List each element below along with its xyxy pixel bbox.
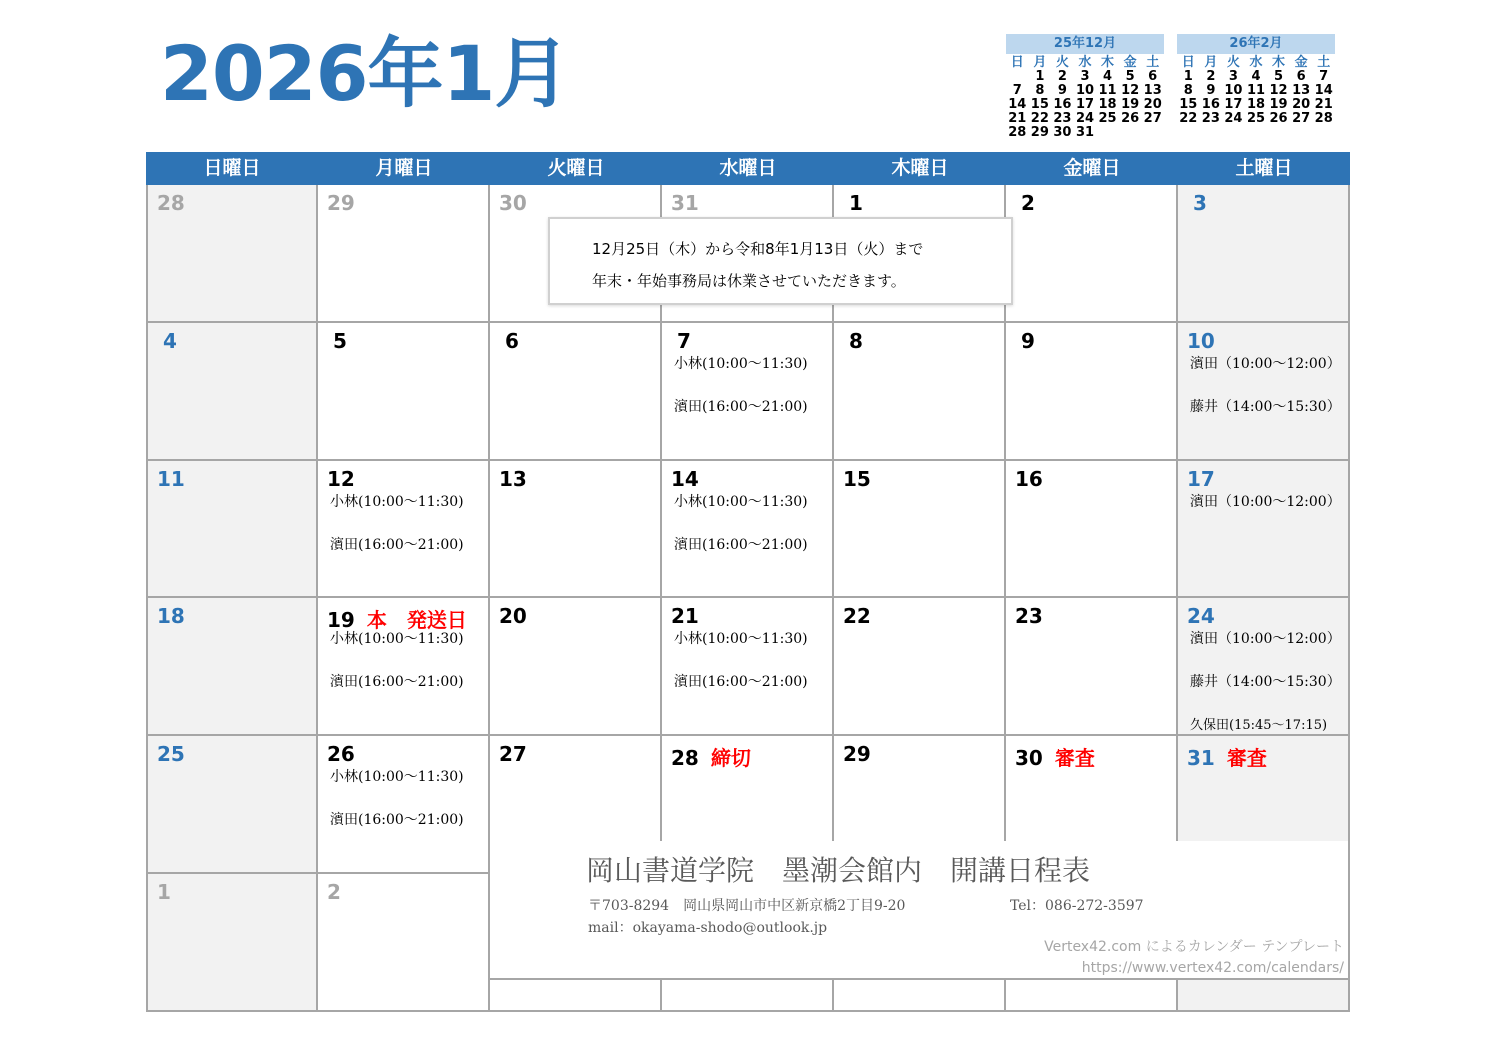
mini-day: 12 bbox=[1121, 83, 1140, 98]
schedule-entry: 久保田(15:45～17:15) bbox=[1190, 718, 1328, 734]
day-cell[interactable] bbox=[146, 185, 318, 323]
footer-address: 〒703-8294 岡山県岡山市中区新京橋2丁目9-20 bbox=[588, 898, 906, 914]
day-tag: 審査 bbox=[1054, 746, 1095, 771]
mini-weekday: 水 bbox=[1249, 55, 1263, 70]
day-number bbox=[333, 329, 347, 353]
day-cell[interactable] bbox=[490, 323, 662, 461]
mini-day: 4 bbox=[1103, 69, 1113, 84]
mini-day: 7 bbox=[1319, 69, 1329, 84]
day-cell[interactable] bbox=[146, 461, 318, 599]
day-cell[interactable] bbox=[834, 598, 1006, 736]
mini-day: 6 bbox=[1296, 69, 1306, 84]
day-number bbox=[671, 742, 751, 771]
day-number bbox=[157, 742, 185, 766]
weekday-header: 日曜日 bbox=[203, 157, 261, 179]
day-number-text: 4 bbox=[163, 328, 177, 353]
day-number-text: 31 bbox=[1187, 746, 1215, 771]
mini-day: 12 bbox=[1269, 83, 1288, 98]
day-number-text: 25 bbox=[157, 742, 185, 767]
schedule-entry: 濱田(16:00～21:00) bbox=[674, 398, 808, 415]
day-cell[interactable] bbox=[662, 598, 834, 736]
day-cell[interactable] bbox=[1178, 598, 1350, 736]
mini-day: 22 bbox=[1030, 111, 1049, 126]
mini-weekday: 土 bbox=[1146, 55, 1160, 70]
day-number bbox=[1187, 742, 1267, 771]
schedule-entry: 濱田(16:00～21:00) bbox=[330, 536, 464, 553]
day-number bbox=[157, 880, 171, 904]
footer-title: 岡山書道学院 墨潮会館内 開講日程表 bbox=[586, 854, 1091, 887]
day-cell[interactable] bbox=[1006, 598, 1178, 736]
day-number bbox=[1193, 191, 1207, 215]
day-number bbox=[1015, 742, 1095, 771]
mini-weekday: 火 bbox=[1055, 55, 1069, 70]
day-number bbox=[1187, 329, 1215, 353]
weekday-header-row bbox=[146, 152, 1350, 185]
day-tag: 本 発送日 bbox=[366, 608, 467, 633]
day-number bbox=[327, 880, 341, 904]
mini-weekday: 水 bbox=[1078, 55, 1092, 70]
day-number-text: 6 bbox=[505, 328, 519, 353]
mini-day: 20 bbox=[1143, 97, 1162, 112]
day-cell[interactable] bbox=[490, 598, 662, 736]
mini-day: 5 bbox=[1125, 69, 1135, 84]
day-cell[interactable] bbox=[146, 874, 318, 1012]
day-number-text: 7 bbox=[677, 328, 691, 353]
day-number-text: 28 bbox=[671, 746, 699, 771]
mini-weekday: 日 bbox=[1181, 55, 1195, 70]
day-cell[interactable] bbox=[318, 323, 490, 461]
mini-day: 3 bbox=[1228, 69, 1238, 84]
day-number-text: 18 bbox=[157, 604, 185, 629]
mini-day bbox=[1119, 126, 1142, 140]
day-number-text: 5 bbox=[333, 328, 347, 353]
day-number bbox=[157, 604, 185, 628]
day-cell[interactable] bbox=[146, 598, 318, 736]
mini-calendar-next-header: 26年2月 bbox=[1177, 34, 1335, 54]
day-cell[interactable] bbox=[1178, 323, 1350, 461]
day-cell[interactable] bbox=[1006, 185, 1178, 323]
schedule-entry: 濱田（10:00～12:00） bbox=[1190, 631, 1341, 648]
mini-day: 17 bbox=[1075, 97, 1095, 112]
day-number-text: 29 bbox=[327, 191, 355, 215]
mini-day: 28 bbox=[1008, 125, 1027, 140]
day-number bbox=[1187, 604, 1215, 628]
day-cell[interactable] bbox=[662, 461, 834, 599]
day-number-text: 14 bbox=[671, 466, 699, 491]
schedule-entry: 濱田(16:00～21:00) bbox=[674, 536, 808, 553]
mini-day: 18 bbox=[1246, 97, 1266, 112]
day-number-text: 27 bbox=[499, 742, 527, 767]
notice-line-2: 年末・年始事務局は休業させていただきます。 bbox=[592, 272, 906, 290]
day-number-text: 23 bbox=[1015, 604, 1043, 629]
schedule-entry: 藤井（14:00～15:30） bbox=[1190, 674, 1341, 691]
holiday-notice bbox=[548, 217, 1013, 305]
schedule-entry: 小林(10:00～11:30) bbox=[330, 631, 464, 648]
mini-day: 2 bbox=[1206, 69, 1216, 84]
mini-weekday: 木 bbox=[1272, 55, 1286, 70]
mini-day: 24 bbox=[1075, 111, 1095, 126]
day-number-text: 1 bbox=[157, 879, 171, 904]
day-number bbox=[671, 191, 699, 215]
weekday-header: 木曜日 bbox=[891, 157, 949, 179]
mini-day: 26 bbox=[1121, 111, 1140, 126]
day-number bbox=[849, 191, 863, 215]
day-cell[interactable] bbox=[318, 598, 490, 736]
day-number-text: 2 bbox=[1021, 191, 1035, 215]
mini-day: 1 bbox=[1183, 69, 1193, 84]
footer-mail[interactable]: mail：okayama-shodo@outlook.jp bbox=[588, 920, 828, 936]
mini-day: 3 bbox=[1080, 69, 1090, 84]
schedule-entry: 濱田(16:00～21:00) bbox=[330, 674, 464, 691]
mini-day: 21 bbox=[1314, 97, 1333, 112]
day-number-text: 24 bbox=[1187, 604, 1215, 629]
mini-day: 30 bbox=[1053, 125, 1072, 140]
day-number-text: 20 bbox=[499, 604, 527, 629]
weekday-header: 火曜日 bbox=[547, 157, 605, 179]
mini-weekday: 土 bbox=[1317, 55, 1331, 70]
day-tag: 締切 bbox=[710, 746, 751, 771]
schedule-entry: 小林(10:00～11:30) bbox=[674, 631, 808, 648]
day-cell[interactable] bbox=[318, 874, 490, 1012]
day-number-text: 30 bbox=[1015, 746, 1043, 771]
mini-day: 13 bbox=[1143, 83, 1162, 98]
day-number bbox=[1021, 329, 1035, 353]
mini-calendar-prev bbox=[1006, 34, 1164, 140]
mini-calendar-prev-days bbox=[1006, 70, 1164, 140]
weekday-header: 土曜日 bbox=[1235, 157, 1293, 179]
day-number bbox=[843, 467, 871, 491]
day-cell[interactable] bbox=[146, 323, 318, 461]
day-number bbox=[1015, 467, 1043, 491]
day-number bbox=[677, 329, 691, 353]
day-number bbox=[157, 467, 185, 491]
mini-weekday: 日 bbox=[1010, 55, 1024, 70]
day-number-text: 17 bbox=[1187, 466, 1215, 491]
day-cell[interactable] bbox=[490, 461, 662, 599]
day-number-text: 31 bbox=[671, 191, 699, 215]
schedule-entry: 小林(10:00～11:30) bbox=[674, 355, 808, 372]
day-number-text: 1 bbox=[849, 191, 863, 215]
schedule-entry: 濱田(16:00～21:00) bbox=[674, 674, 808, 691]
day-number-text: 9 bbox=[1021, 328, 1035, 353]
mini-day: 11 bbox=[1098, 83, 1117, 98]
mini-day: 28 bbox=[1314, 111, 1333, 126]
day-cell[interactable] bbox=[318, 736, 490, 874]
mini-day: 14 bbox=[1008, 97, 1027, 112]
day-cell[interactable] bbox=[1006, 461, 1178, 599]
day-number bbox=[1015, 604, 1043, 628]
mini-day: 6 bbox=[1148, 69, 1158, 84]
day-number-text: 22 bbox=[843, 604, 871, 629]
mini-day: 19 bbox=[1269, 97, 1288, 112]
mini-day: 4 bbox=[1251, 69, 1261, 84]
mini-day: 27 bbox=[1143, 111, 1162, 126]
mini-day: 25 bbox=[1098, 111, 1117, 126]
day-number-text: 16 bbox=[1015, 466, 1043, 491]
schedule-entry: 小林(10:00～11:30) bbox=[330, 493, 464, 510]
day-number bbox=[327, 467, 355, 491]
mini-day: 14 bbox=[1314, 83, 1333, 98]
mini-day: 1 bbox=[1035, 69, 1045, 84]
mini-day: 23 bbox=[1053, 111, 1072, 126]
day-number-text: 13 bbox=[499, 466, 527, 491]
day-number bbox=[157, 191, 185, 215]
day-number-text: 3 bbox=[1193, 191, 1207, 215]
mini-day: 18 bbox=[1098, 97, 1117, 112]
mini-day: 16 bbox=[1053, 97, 1072, 112]
day-number bbox=[499, 191, 527, 215]
day-number bbox=[499, 742, 527, 766]
mini-day: 9 bbox=[1206, 83, 1216, 98]
day-number bbox=[849, 329, 863, 353]
mini-day bbox=[1006, 70, 1029, 84]
mini-day: 16 bbox=[1201, 97, 1220, 112]
day-number-text: 30 bbox=[499, 191, 527, 215]
mini-day: 31 bbox=[1075, 125, 1095, 140]
mini-day bbox=[1141, 126, 1164, 140]
day-number bbox=[327, 742, 355, 766]
mini-day: 25 bbox=[1246, 111, 1266, 126]
schedule-entry: 小林(10:00～11:30) bbox=[330, 769, 464, 786]
weekday-header: 月曜日 bbox=[375, 157, 433, 179]
mini-day: 8 bbox=[1035, 83, 1045, 98]
mini-weekday: 月 bbox=[1204, 55, 1218, 70]
schedule-entry: 濱田(16:00～21:00) bbox=[330, 812, 464, 829]
mini-day: 26 bbox=[1269, 111, 1288, 126]
weekday-header: 水曜日 bbox=[719, 157, 777, 179]
day-number-text: 15 bbox=[843, 466, 871, 491]
day-number-text: 19 bbox=[327, 608, 355, 633]
day-cell[interactable] bbox=[662, 323, 834, 461]
mini-day: 8 bbox=[1183, 83, 1193, 98]
schedule-entry: 藤井（14:00～15:30） bbox=[1190, 398, 1341, 415]
day-cell[interactable] bbox=[834, 323, 1006, 461]
day-cell[interactable] bbox=[1006, 323, 1178, 461]
mini-calendar-next-days bbox=[1177, 70, 1335, 126]
day-cell[interactable] bbox=[1178, 185, 1350, 323]
day-number-text: 8 bbox=[849, 328, 863, 353]
day-number-text: 12 bbox=[327, 466, 355, 491]
mini-weekday: 金 bbox=[1294, 55, 1308, 70]
footer-tel: Tel：086-272-3597 bbox=[1010, 898, 1144, 914]
notice-line-1: 12月25日（木）から令和8年1月13日（火）まで bbox=[592, 240, 924, 258]
day-number-text: 10 bbox=[1187, 328, 1215, 353]
mini-calendar-next bbox=[1177, 34, 1335, 126]
mini-calendar-next-weekdays bbox=[1177, 56, 1335, 70]
day-number bbox=[499, 467, 527, 491]
mini-day: 10 bbox=[1075, 83, 1095, 98]
schedule-entry: 濱田（10:00～12:00） bbox=[1190, 493, 1341, 510]
day-number bbox=[163, 329, 177, 353]
mini-day: 10 bbox=[1224, 83, 1243, 98]
mini-day: 19 bbox=[1121, 97, 1140, 112]
mini-day: 9 bbox=[1057, 83, 1067, 98]
mini-day: 24 bbox=[1224, 111, 1243, 126]
day-number-text: 29 bbox=[843, 742, 871, 767]
mini-day: 17 bbox=[1224, 97, 1243, 112]
day-number bbox=[1021, 191, 1035, 215]
mini-calendar-prev-weekdays bbox=[1006, 56, 1164, 70]
day-number-text: 28 bbox=[157, 191, 185, 215]
mini-day: 27 bbox=[1292, 111, 1311, 126]
mini-calendar-prev-header: 25年12月 bbox=[1006, 34, 1164, 54]
mini-day: 7 bbox=[1012, 83, 1022, 98]
mini-day: 20 bbox=[1292, 97, 1311, 112]
credit-url-link[interactable]: https://www.vertex42.com/calendars/ bbox=[1081, 960, 1344, 976]
credit-template: Vertex42.com によるカレンダー テンプレート bbox=[1044, 939, 1344, 955]
mini-day: 15 bbox=[1179, 97, 1198, 112]
schedule-entry: 小林(10:00～11:30) bbox=[674, 493, 808, 510]
mini-day: 21 bbox=[1008, 111, 1027, 126]
mini-day: 15 bbox=[1030, 97, 1049, 112]
schedule-entry: 濱田（10:00～12:00） bbox=[1190, 355, 1341, 372]
weekday-header: 金曜日 bbox=[1063, 157, 1121, 179]
mini-day: 5 bbox=[1274, 69, 1284, 84]
day-number bbox=[1187, 467, 1215, 491]
day-number bbox=[505, 329, 519, 353]
day-cell[interactable] bbox=[834, 461, 1006, 599]
mini-weekday: 金 bbox=[1123, 55, 1137, 70]
footer-info-box bbox=[490, 841, 1350, 980]
mini-day: 11 bbox=[1246, 83, 1266, 98]
page-title: 2026年1月 bbox=[160, 29, 570, 118]
day-number-text: 11 bbox=[157, 466, 185, 491]
day-tag: 審査 bbox=[1226, 746, 1267, 771]
day-number bbox=[671, 604, 699, 628]
day-number bbox=[327, 191, 355, 215]
mini-weekday: 火 bbox=[1226, 55, 1240, 70]
mini-day: 23 bbox=[1201, 111, 1220, 126]
day-number-text: 2 bbox=[327, 879, 341, 904]
mini-day: 29 bbox=[1030, 125, 1049, 140]
day-cell[interactable] bbox=[146, 736, 318, 874]
mini-day: 13 bbox=[1292, 83, 1311, 98]
mini-weekday: 木 bbox=[1101, 55, 1115, 70]
day-number bbox=[499, 604, 527, 628]
footer-credit bbox=[1044, 937, 1344, 979]
day-number bbox=[843, 604, 871, 628]
mini-weekday: 月 bbox=[1033, 55, 1047, 70]
day-number-text: 21 bbox=[671, 604, 699, 629]
mini-day bbox=[1096, 126, 1119, 140]
day-number bbox=[671, 467, 699, 491]
mini-day: 22 bbox=[1179, 111, 1198, 126]
mini-day: 2 bbox=[1057, 69, 1067, 84]
day-number bbox=[843, 742, 871, 766]
day-cell[interactable] bbox=[318, 461, 490, 599]
day-cell[interactable] bbox=[1178, 461, 1350, 599]
day-cell[interactable] bbox=[318, 185, 490, 323]
day-number-text: 26 bbox=[327, 742, 355, 767]
